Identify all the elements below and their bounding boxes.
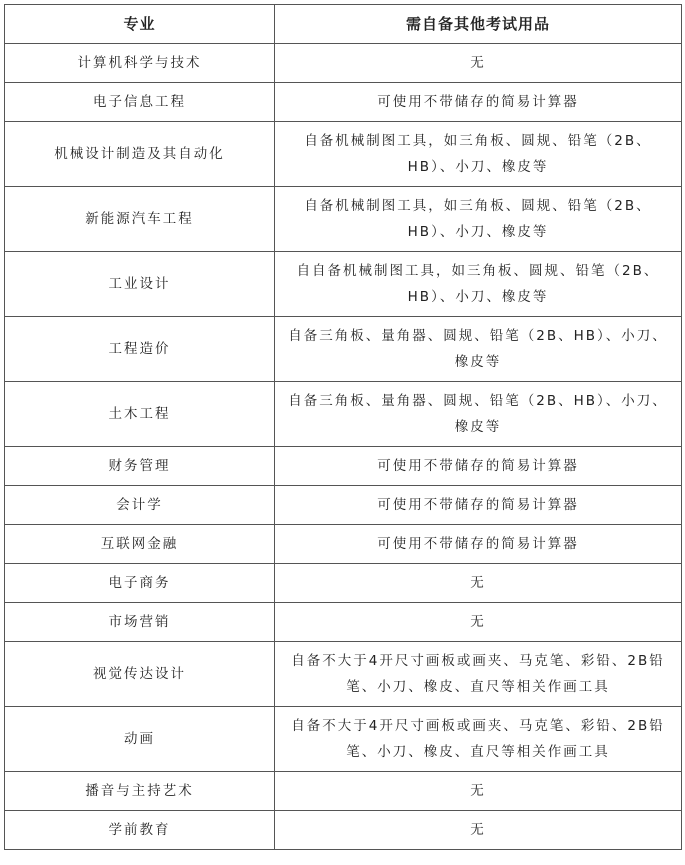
major-cell: 土木工程: [5, 382, 275, 447]
table-row: [5, 447, 682, 486]
major-cell: 电子商务: [5, 564, 275, 603]
table-row: [5, 382, 682, 447]
items-cell: 可使用不带储存的简易计算器: [275, 486, 682, 525]
table-row: [5, 252, 682, 317]
table-row: [5, 603, 682, 642]
items-cell: 自备不大于4开尺寸画板或画夹、马克笔、彩铅、2B铅笔、小刀、橡皮、直尺等相关作画工具: [275, 642, 682, 707]
table-row: [5, 811, 682, 850]
items-cell: 自备机械制图工具，如三角板、圆规、铅笔（2B、HB）、小刀、橡皮等: [275, 122, 682, 187]
items-cell: 可使用不带储存的简易计算器: [275, 525, 682, 564]
table-row: [5, 187, 682, 252]
items-cell: 自备机械制图工具，如三角板、圆规、铅笔（2B、HB）、小刀、橡皮等: [275, 187, 682, 252]
table-row: [5, 83, 682, 122]
major-cell: 会计学: [5, 486, 275, 525]
table-row: [5, 772, 682, 811]
exam-supplies-table: [4, 4, 682, 850]
major-cell: 互联网金融: [5, 525, 275, 564]
table-row: [5, 44, 682, 83]
items-cell: 无: [275, 564, 682, 603]
table-row: [5, 564, 682, 603]
major-cell: 财务管理: [5, 447, 275, 486]
header-items: 需自备其他考试用品: [275, 5, 682, 44]
items-cell: 自自备机械制图工具，如三角板、圆规、铅笔（2B、HB）、小刀、橡皮等: [275, 252, 682, 317]
major-cell: 计算机科学与技术: [5, 44, 275, 83]
table-row: [5, 122, 682, 187]
table-row: [5, 317, 682, 382]
table-row: [5, 642, 682, 707]
major-cell: 工业设计: [5, 252, 275, 317]
table-row: [5, 525, 682, 564]
items-cell: 无: [275, 811, 682, 850]
items-cell: 自备三角板、量角器、圆规、铅笔（2B、HB）、小刀、橡皮等: [275, 382, 682, 447]
items-cell: 自备不大于4开尺寸画板或画夹、马克笔、彩铅、2B铅笔、小刀、橡皮、直尺等相关作画工具: [275, 707, 682, 772]
major-cell: 学前教育: [5, 811, 275, 850]
major-cell: 工程造价: [5, 317, 275, 382]
major-cell: 电子信息工程: [5, 83, 275, 122]
items-cell: 无: [275, 772, 682, 811]
items-cell: 可使用不带储存的简易计算器: [275, 83, 682, 122]
items-cell: 可使用不带储存的简易计算器: [275, 447, 682, 486]
major-cell: 新能源汽车工程: [5, 187, 275, 252]
major-cell: 动画: [5, 707, 275, 772]
table-body: [5, 44, 682, 850]
items-cell: 自备三角板、量角器、圆规、铅笔（2B、HB）、小刀、橡皮等: [275, 317, 682, 382]
header-major: 专业: [5, 5, 275, 44]
major-cell: 市场营销: [5, 603, 275, 642]
major-cell: 视觉传达设计: [5, 642, 275, 707]
items-cell: 无: [275, 44, 682, 83]
table-row: [5, 486, 682, 525]
table-row: [5, 707, 682, 772]
major-cell: 机械设计制造及其自动化: [5, 122, 275, 187]
table-header-row: [5, 5, 682, 44]
items-cell: 无: [275, 603, 682, 642]
major-cell: 播音与主持艺术: [5, 772, 275, 811]
